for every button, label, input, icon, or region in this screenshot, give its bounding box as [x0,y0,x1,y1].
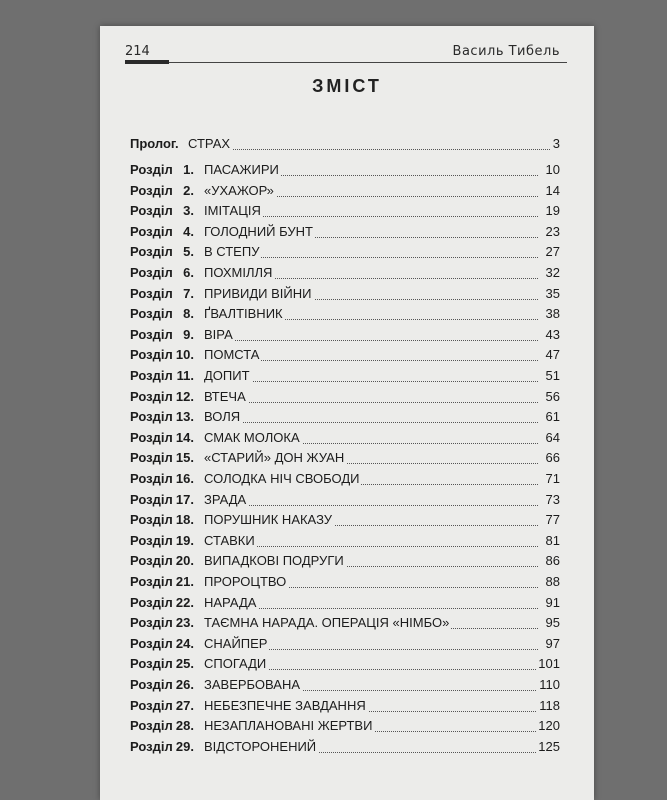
chapter-number: 23. [175,615,194,631]
toc-entry [130,698,560,719]
chapter-title: НЕБЕЗПЕЧНЕ ЗАВДАННЯ [204,697,366,713]
chapter-number: 16. [175,471,194,486]
chapter-number: 6. [183,265,194,280]
chapter-page: 73 [545,491,560,507]
chapter-label: Розділ [130,594,173,610]
chapter-page: 14 [545,182,560,198]
prologue-page: 3 [552,136,560,151]
chapter-number: 18. [175,512,194,528]
chapter-page: 120 [538,718,560,734]
toc-entry [130,492,560,513]
chapter-page: 47 [545,347,560,363]
chapter-page: 86 [545,553,560,569]
chapter-number: 9. [183,326,194,342]
chapter-label: Розділ [130,409,173,425]
chapter-page: 77 [545,512,560,528]
chapter-title: СМАК МОЛОКА [204,429,300,445]
toc-entry [130,553,560,574]
chapter-label: Розділ [130,656,173,672]
chapter-page: 32 [545,265,560,280]
toc-entry [130,533,560,554]
toc-entry [130,615,560,636]
running-header [125,44,560,68]
chapter-label: Розділ [130,368,173,383]
chapter-title: ВІДСТОРОНЕНИЙ [204,738,317,754]
chapter-number: 12. [175,388,194,404]
toc-entry [130,347,560,368]
chapter-number: 20. [175,553,194,569]
chapter-page: 56 [545,388,560,404]
chapter-page: 35 [545,285,560,301]
chapter-number: 17. [175,491,194,507]
toc-entry [130,656,560,677]
chapter-label: Розділ [130,306,173,322]
chapter-label: Розділ [130,491,173,507]
toc-entry [130,636,560,657]
chapter-title: СНАЙПЕР [204,635,268,651]
chapter-page: 91 [545,594,560,610]
toc-entry [130,203,560,224]
chapter-number: 14. [175,429,194,445]
toc-entry [130,595,560,616]
chapter-label: Розділ [130,615,173,631]
toc-entry [130,409,560,430]
chapter-number: 24. [175,635,194,651]
toc-entry [130,183,560,204]
chapter-title: ТАЄМНА НАРАДА. ОПЕРАЦІЯ «НІМБО» [204,615,450,631]
leader-dots [204,340,538,341]
chapter-number: 5. [183,244,194,260]
chapter-label: Розділ [130,429,173,445]
chapter-title: В СТЕПУ [204,244,260,260]
toc-entry [130,327,560,348]
chapter-label: Розділ [130,553,173,569]
toc-entry [130,739,560,760]
toc-entry [130,368,560,389]
leader-dots [204,505,538,506]
chapter-number: 29. [175,738,194,754]
toc-entry [130,286,560,307]
chapter-number: 21. [175,574,194,589]
chapter-title: ВТЕЧА [204,388,246,404]
chapter-title: ПАСАЖИРИ [204,162,279,177]
toc-entry [130,306,560,327]
chapter-title: «УХАЖОР» [204,182,274,198]
chapter-page: 19 [545,203,560,219]
chapter-title: «СТАРИЙ» ДОН ЖУАН [204,450,345,466]
leader-dots [204,381,538,382]
chapter-page: 101 [538,656,560,672]
chapter-title: НАРАДА [204,594,257,610]
chapter-label: Розділ [130,450,173,466]
chapter-number: 15. [175,450,194,466]
chapter-label: Розділ [130,285,173,301]
chapter-title: ПОМСТА [204,347,260,363]
toc-entry [130,162,560,183]
chapter-number: 19. [175,532,194,548]
chapter-title: СПОГАДИ [204,656,267,672]
toc-entry-prologue [130,136,560,157]
chapter-page: 81 [545,532,560,548]
chapter-page: 71 [545,471,560,486]
page-number: 214 [125,44,150,59]
chapter-page: 118 [539,697,560,713]
chapter-page: 23 [545,223,560,239]
chapter-number: 8. [183,306,194,322]
chapter-label: Розділ [130,718,173,734]
chapter-title: ПОРУШНИК НАКАЗУ [204,512,333,528]
chapter-label: Розділ [130,203,173,219]
prologue-label: Пролог. [130,136,179,151]
chapter-number: 7. [183,285,194,301]
chapter-page: 10 [545,162,560,177]
chapter-title: ЗАВЕРБОВАНА [204,677,301,692]
chapter-number: 13. [175,409,194,425]
toc-entry [130,265,560,286]
author-name: Василь Тибель [452,44,560,59]
chapter-label: Розділ [130,326,173,342]
chapter-title: ВІРА [204,326,233,342]
toc-entry [130,512,560,533]
leader-dots [188,149,554,150]
chapter-page: 88 [545,574,560,589]
prologue-title: СТРАХ [188,136,231,151]
book-page [100,26,594,800]
chapter-page: 95 [545,615,560,631]
chapter-label: Розділ [130,738,173,754]
header-bar [125,60,169,64]
chapter-page: 38 [545,306,560,322]
chapter-title: ВОЛЯ [204,409,241,425]
toc-entry [130,430,560,451]
toc-entry [130,677,560,698]
chapter-title: ІМІТАЦІЯ [204,203,261,219]
chapter-page: 110 [539,677,560,692]
chapter-number: 3. [183,203,194,219]
toc-entry [130,718,560,739]
chapter-label: Розділ [130,635,173,651]
chapter-label: Розділ [130,574,173,589]
toc-entry [130,450,560,471]
chapter-title: ПРОРОЦТВО [204,574,287,589]
toc-entry [130,224,560,245]
toc-entry [130,471,560,492]
chapter-label: Розділ [130,471,173,486]
chapter-number: 10. [175,347,194,363]
chapter-number: 2. [183,182,194,198]
chapter-label: Розділ [130,265,173,280]
chapter-label: Розділ [130,532,173,548]
chapter-label: Розділ [130,388,173,404]
toc-entry [130,389,560,410]
chapter-label: Розділ [130,512,173,528]
chapter-number: 11. [176,368,194,383]
toc-entry [130,244,560,265]
chapter-title: СТАВКИ [204,532,255,548]
chapter-page: 61 [545,409,560,425]
chapter-title: ПОХМІЛЛЯ [204,265,273,280]
chapter-title: СОЛОДКА НІЧ СВОБОДИ [204,471,360,486]
leader-dots [204,402,538,403]
chapter-page: 64 [545,429,560,445]
chapter-title: ҐВАЛТІВНИК [204,306,283,322]
chapter-number: 25. [175,656,194,672]
chapter-title: ПРИВИДИ ВІЙНИ [204,285,312,301]
chapter-label: Розділ [130,697,173,713]
chapter-title: ДОПИТ [204,368,250,383]
chapter-title: ГОЛОДНИЙ БУНТ [204,223,313,239]
chapter-title: ВИПАДКОВІ ПОДРУГИ [204,553,344,569]
chapter-number: 22. [175,594,194,610]
chapter-page: 27 [545,244,560,260]
chapter-page: 97 [545,635,560,651]
chapter-page: 66 [545,450,560,466]
toc-title: ЗМІСТ [312,76,382,96]
header-rule [125,62,567,63]
chapter-title: ЗРАДА [204,491,247,507]
chapter-number: 27. [175,697,194,713]
chapter-number: 28. [175,718,194,734]
chapter-number: 26. [175,677,194,692]
chapter-label: Розділ [130,223,173,239]
chapter-label: Розділ [130,347,173,363]
chapter-page: 43 [545,326,560,342]
chapter-label: Розділ [130,677,173,692]
chapter-label: Розділ [130,182,173,198]
chapter-number: 4. [183,223,194,239]
toc-entry [130,574,560,595]
leader-dots [204,422,538,423]
chapter-title: НЕЗАПЛАНОВАНІ ЖЕРТВИ [204,718,373,734]
chapter-page: 125 [538,738,560,754]
chapter-label: Розділ [130,244,173,260]
chapter-label: Розділ [130,162,173,177]
chapter-number: 1. [183,162,194,177]
chapter-page: 51 [545,368,560,383]
